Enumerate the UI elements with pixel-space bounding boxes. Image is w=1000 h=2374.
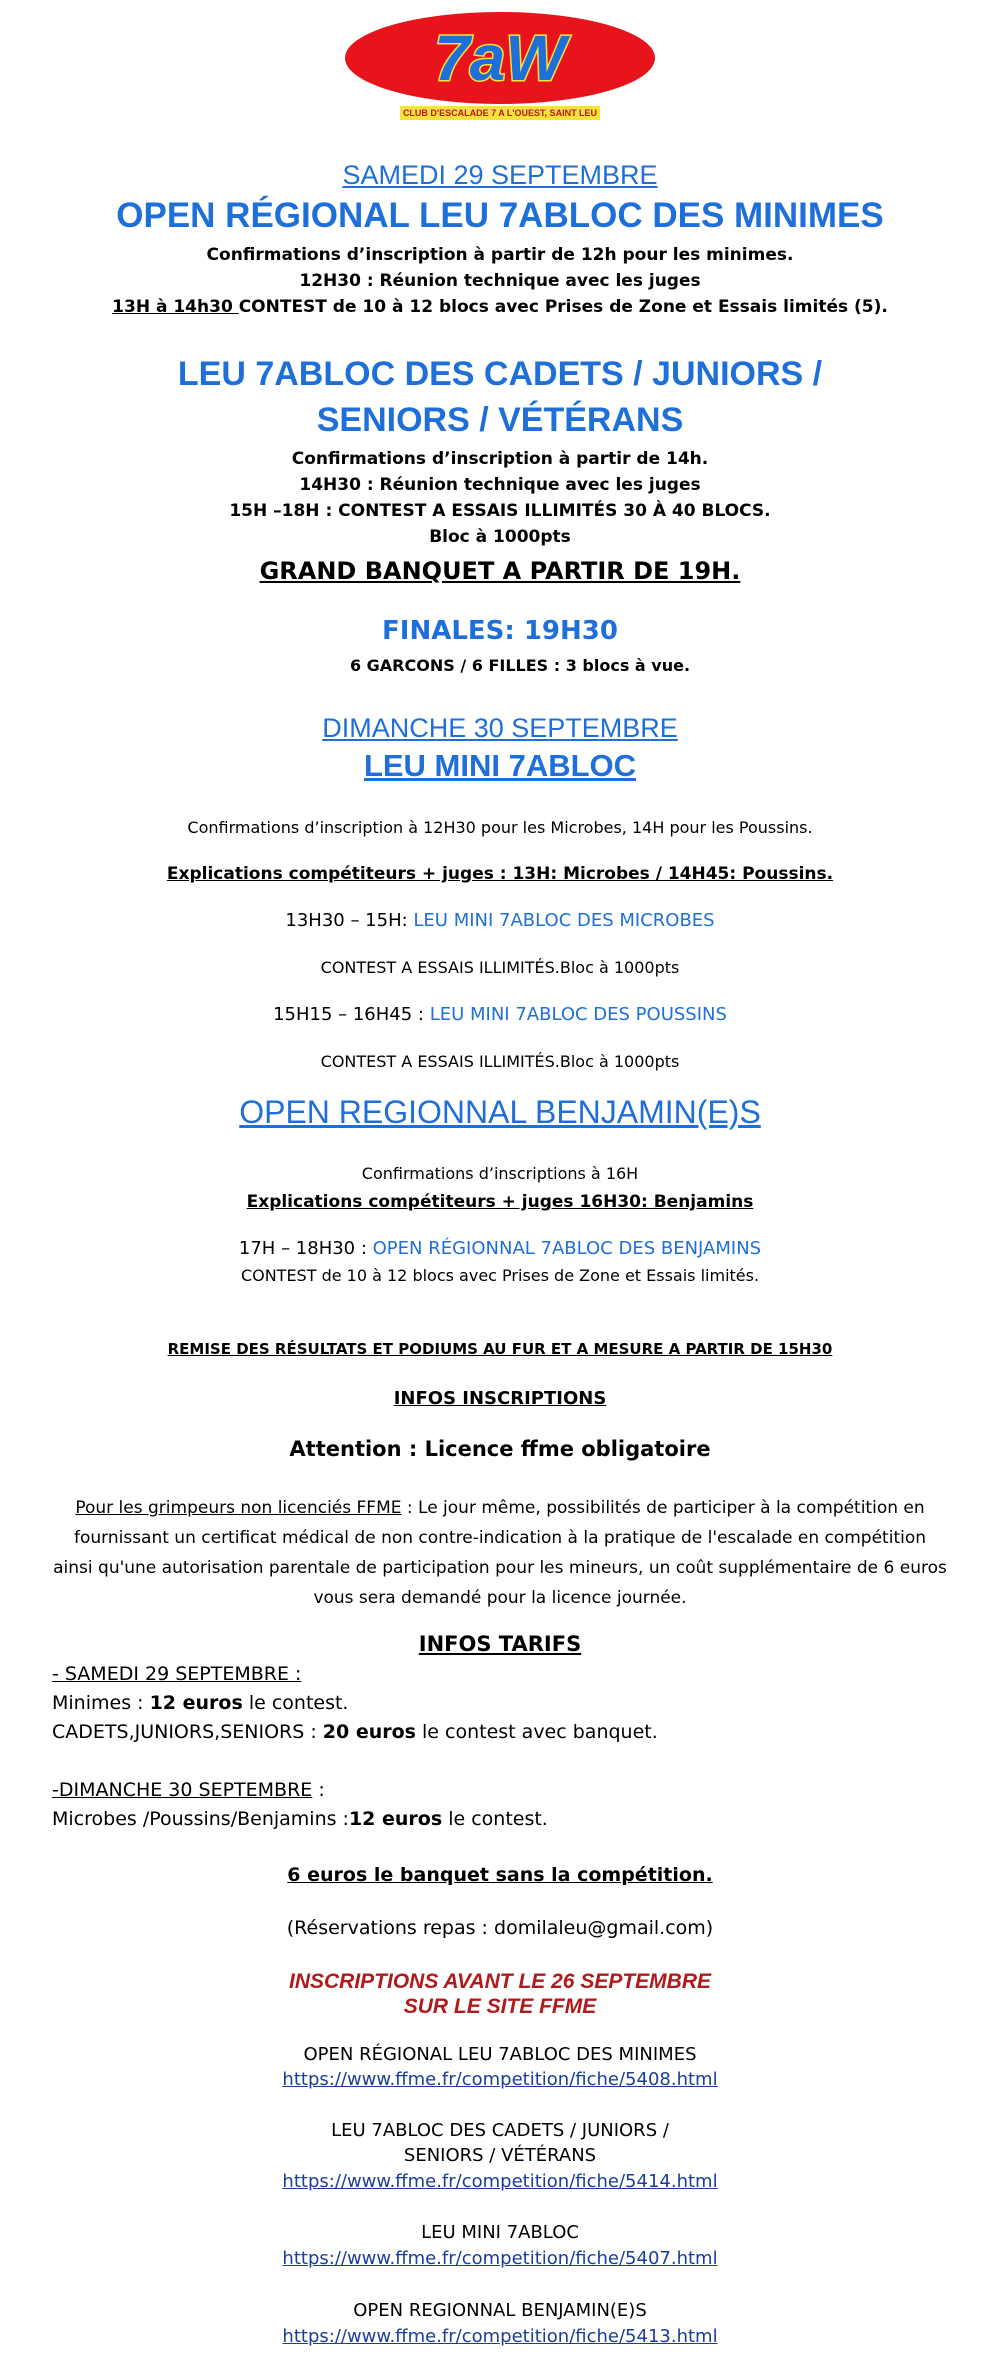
samedi-line1: Confirmations d’inscription à partir de 12h pour les minimes.: [206, 245, 794, 265]
benjamins-explications: Explications compétiteurs + juges 16H30: Benjamins: [246, 1192, 754, 1212]
event4-name: OPEN REGIONNAL BENJAMIN(E)S: [353, 2300, 647, 2321]
reservations-repas: (Réservations repas : domilaleu@gmail.com): [286, 1917, 714, 1939]
microbes-detail: CONTEST A ESSAIS ILLIMITÉS.Bloc à 1000pts: [320, 958, 680, 977]
event2-link-row: [0, 2171, 1000, 2192]
non-licencies-text1: : Le jour même, possibilités de participer à la compétition en: [401, 1498, 925, 1518]
tarif-minimes-suffix: le contest.: [242, 1692, 349, 1714]
event4-link-row: [0, 2326, 1000, 2347]
event2-name-2: SENIORS / VÉTÉRANS: [403, 2145, 597, 2166]
non-licencies-paragraph: [0, 1493, 1000, 1613]
tarif-minimes: [52, 1692, 348, 1714]
tarif-banquet: 6 euros le banquet sans la compétition.: [287, 1864, 713, 1886]
svg-text:7aW: 7aW: [434, 22, 566, 94]
benjamins-name: OPEN RÉGIONNAL 7ABLOC DES BENJAMINS: [372, 1238, 762, 1259]
cadets-title-1: LEU 7ABLOC DES CADETS / JUNIORS /: [177, 355, 823, 393]
poussins-time: 15H15 – 16H45 :: [273, 1004, 430, 1025]
microbes-line: [0, 910, 1000, 931]
cadets-line3: 15H –18H : CONTEST A ESSAIS ILLIMITÉS 30 À 40 BLOCS.: [229, 501, 771, 521]
dimanche-explications: Explications compétiteurs + juges : 13H: Microbes / 14H45: Poussins.: [166, 864, 834, 884]
benjamins-line: [0, 1238, 1000, 1259]
samedi-line3-time: 13H à 14h30: [112, 297, 239, 317]
club-logo: [0, 0, 1000, 130]
event3-name: LEU MINI 7ABLOC: [421, 2222, 579, 2243]
benjamins-title: OPEN REGIONNAL BENJAMIN(E)S: [239, 1094, 761, 1130]
infos-inscriptions-title: INFOS INSCRIPTIONS: [393, 1388, 607, 1409]
tarif-dimanche-colon: :: [312, 1779, 325, 1801]
microbes-name: LEU MINI 7ABLOC DES MICROBES: [413, 910, 715, 931]
tarif-microbes-label: Microbes /Poussins/Benjamins :: [52, 1808, 349, 1830]
infos-tarifs-title: INFOS TARIFS: [418, 1632, 582, 1656]
poussins-line: [0, 1004, 1000, 1025]
dimanche-date: DIMANCHE 30 SEPTEMBRE: [322, 713, 678, 743]
cadets-line4: Bloc à 1000pts: [429, 527, 571, 547]
tarif-dimanche: [52, 1779, 325, 1801]
event2-name-1: LEU 7ABLOC DES CADETS / JUNIORS /: [331, 2120, 669, 2141]
samedi-line3-rest: CONTEST de 10 à 12 blocs avec Prises de Zone et Essais limités (5).: [238, 297, 888, 317]
samedi-date: SAMEDI 29 SEPTEMBRE: [342, 160, 658, 190]
cadets-title-2: SENIORS / VÉTÉRANS: [316, 401, 684, 439]
non-licencies-line3: ainsi qu'une autorisation parentale de participation pour les mineurs, un coût supplémentaire de 6 euros: [53, 1558, 947, 1578]
event3-link[interactable]: https://www.ffme.fr/competition/fiche/5407.html: [282, 2248, 718, 2269]
benjamins-time: 17H – 18H30 :: [238, 1238, 373, 1259]
dimanche-title: LEU MINI 7ABLOC: [363, 748, 637, 783]
deadline-line1: INSCRIPTIONS AVANT LE 26 SEPTEMBRE: [289, 1970, 711, 1993]
remise-resultats: REMISE DES RÉSULTATS ET PODIUMS AU FUR ET A MESURE A PARTIR DE 15H30: [167, 1340, 833, 1358]
benjamins-confirm: Confirmations d’inscriptions à 16H: [361, 1164, 639, 1183]
tarif-minimes-price: 12 euros: [149, 1692, 243, 1714]
cadets-line1: Confirmations d’inscription à partir de 14h.: [291, 449, 709, 469]
event3-link-row: [0, 2248, 1000, 2269]
event1-link[interactable]: https://www.ffme.fr/competition/fiche/5408.html: [282, 2069, 718, 2090]
benjamins-detail: CONTEST de 10 à 12 blocs avec Prises de Zone et Essais limités.: [240, 1266, 760, 1285]
tarif-minimes-label: Minimes :: [52, 1692, 150, 1714]
poussins-name: LEU MINI 7ABLOC DES POUSSINS: [429, 1004, 727, 1025]
tarif-samedi-label: - SAMEDI 29 SEPTEMBRE :: [52, 1663, 302, 1685]
deadline-line2: SUR LE SITE FFME: [403, 1995, 597, 2018]
tarif-dimanche-label: -DIMANCHE 30 SEPTEMBRE: [52, 1779, 313, 1801]
non-licencies-line2: fournissant un certificat médical de non contre-indication à la pratique de l'escalade en compétition: [73, 1528, 927, 1548]
non-licencies-label: Pour les grimpeurs non licenciés FFME: [75, 1498, 402, 1518]
samedi-line2: 12H30 : Réunion technique avec les juges: [299, 271, 701, 291]
tarif-microbes: [52, 1808, 548, 1830]
tarif-microbes-price: 12 euros: [348, 1808, 443, 1830]
non-licencies-line1: [0, 1493, 1000, 1523]
logo-graphic: [340, 8, 660, 108]
tarif-cadets-label: CADETS,JUNIORS,SENIORS :: [52, 1721, 323, 1743]
banquet-heading: GRAND BANQUET A PARTIR DE 19H.: [259, 557, 741, 585]
tarif-cadets-suffix: le contest avec banquet.: [415, 1721, 658, 1743]
tarif-cadets-price: 20 euros: [322, 1721, 416, 1743]
cadets-line2: 14H30 : Réunion technique avec les juges: [299, 475, 701, 495]
event1-link-row: [0, 2069, 1000, 2090]
finales-heading: FINALES: 19H30: [382, 616, 618, 646]
event1-name: OPEN RÉGIONAL LEU 7ABLOC DES MINIMES: [303, 2044, 697, 2065]
event4-link[interactable]: https://www.ffme.fr/competition/fiche/5413.html: [282, 2326, 718, 2347]
poussins-detail: CONTEST A ESSAIS ILLIMITÉS.Bloc à 1000pts: [320, 1052, 680, 1071]
microbes-time: 13H30 – 15H:: [285, 910, 414, 931]
tarif-cadets: [52, 1721, 658, 1743]
attention-licence: Attention : Licence ffme obligatoire: [289, 1437, 711, 1461]
finales-detail: 6 GARCONS / 6 FILLES : 3 blocs à vue.: [349, 656, 691, 675]
tarif-microbes-suffix: le contest.: [442, 1808, 548, 1830]
non-licencies-line4: vous sera demandé pour la licence journée.: [313, 1588, 687, 1608]
dimanche-confirm: Confirmations d’inscription à 12H30 pour les Microbes, 14H pour les Poussins.: [187, 818, 813, 837]
logo-tagline: CLUB D'ESCALADE 7 A L'OUEST, SAINT LEU: [400, 106, 600, 120]
event2-link[interactable]: https://www.ffme.fr/competition/fiche/5414.html: [282, 2171, 718, 2192]
samedi-title: OPEN RÉGIONAL LEU 7ABLOC DES MINIMES: [116, 196, 884, 235]
samedi-line3: [0, 297, 1000, 317]
